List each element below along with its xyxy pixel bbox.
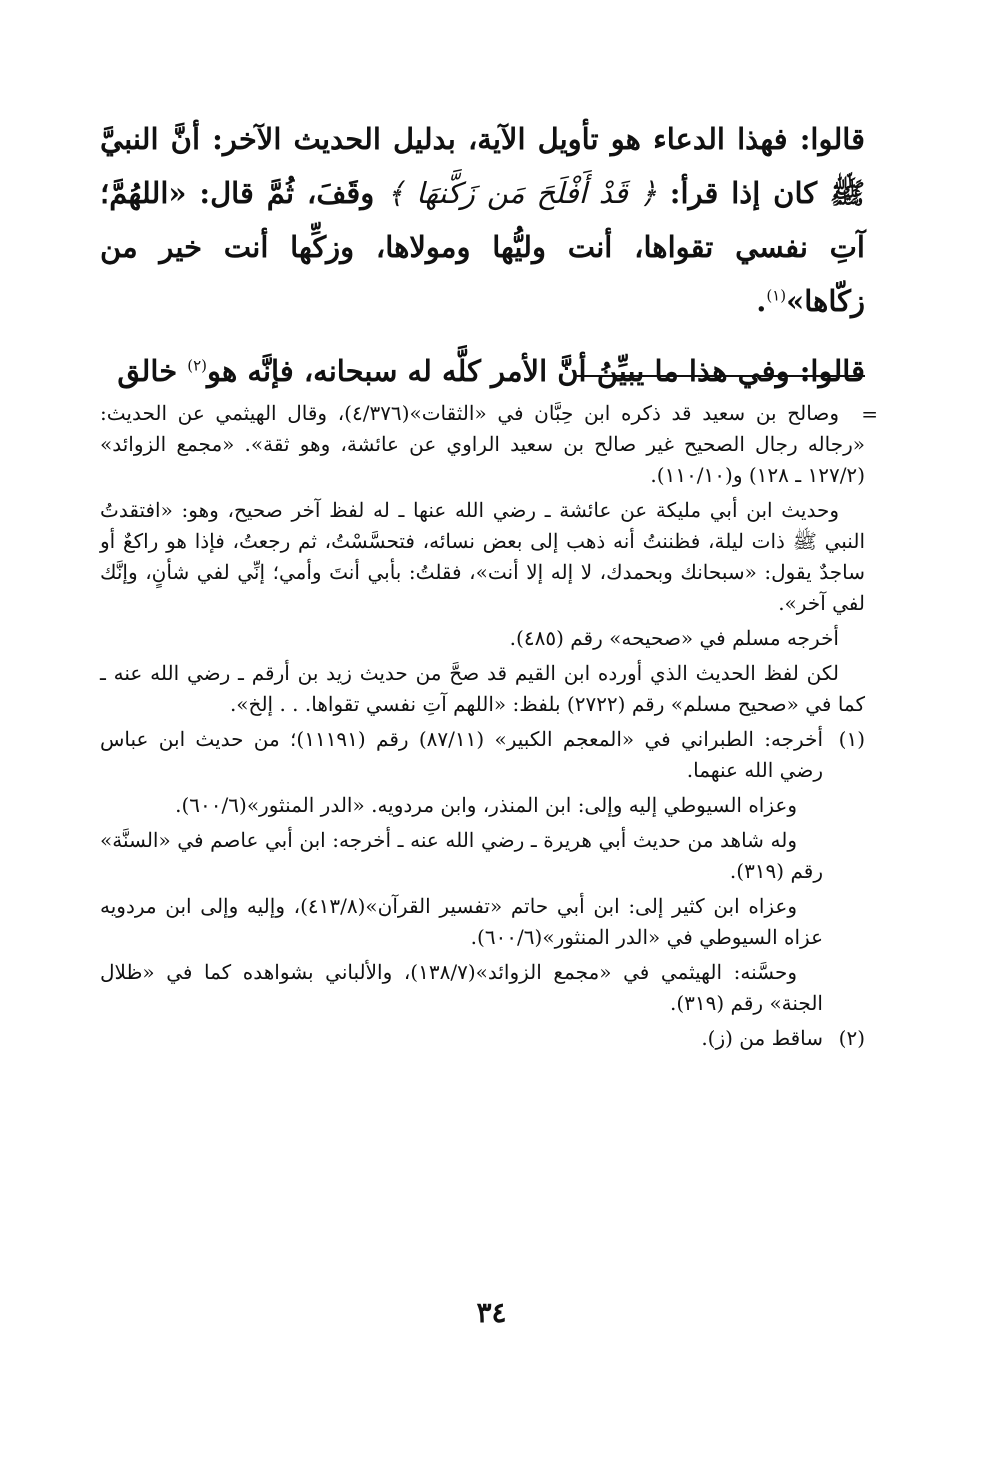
footnote-continuation: وصالح بن سعيد قد ذكره ابن حِبَّان في «الثقات»(٤/٣٧٦)، وقال الهيثمي عن الحديث: «رجاله رجال الصحيح غير صالح بن سعيد الراوي عن عائشة، وهو ثقة». «مجمع الزوائد» (١٢٧/٢ ـ ١٢٨) و(١١٠/١٠). [100,401,866,487]
main-text [100,112,865,398]
footnote-paragraph: ساقط من (ز). [701,1026,823,1050]
footnote-paragraph: وحسَّنه: الهيثمي في «مجمع الزوائد»(١٣٨/٧)، والألباني بشواهده كما في «ظلال الجنة» رقم (٣١٩). [100,960,823,1015]
footnote-continuation: أخرجه مسلم في «صحيحه» رقم (٤٨٥). [509,626,839,650]
footnote-continuation: وحديث ابن أبي مليكة عن عائشة ـ رضي الله عنها ـ له لفظ آخر صحيح، وهو: «افتقدتُ النبي ﷺ ذات ليلة، فظننتُ أنه ذهب إلى بعض نسائه، فتحسَّسْتُ، ثم رجعتُ، فإذا هو راكعٌ أو ساجدٌ يقول: «سبحانك وبحمدك، لا إله إلا أنت»، فقلتُ: بأبي أنتَ وأمي؛ إنِّي لفي شأنٍ، وإنَّك لفي آخر». [100,498,865,615]
paragraph-end: . [756,284,767,318]
footnote-1 [100,724,865,1023]
footnote-separator [575,375,865,377]
footnotes [100,398,865,1058]
lead-word: قالوا: [799,122,865,156]
main-paragraph-1 [100,112,865,328]
page-number: ٣٤ [476,1296,507,1329]
main-paragraph-2 [100,344,865,398]
quran-verse: ﴿ قَدْ أَفْلَحَ مَن زَكَّنهَا ﴾ [387,176,657,210]
footnote-paragraph: وعزاه السيوطي إليه وإلى: ابن المنذر، وابن مردويه. «الدر المنثور»(٦٠٠/٦). [175,793,797,817]
footnote-paragraph: أخرجه: الطبراني في «المعجم الكبير» (٨٧/١١) رقم (١١١٩١)؛ من حديث ابن عباس رضي الله عنهما. [100,727,823,782]
footnote-ref-2[interactable]: (٢) [187,356,208,375]
footnote-continuation: لكن لفظ الحديث الذي أورده ابن القيم قد صحَّ من حديث زيد بن أرقم ـ رضي الله عنه ـ كما في «صحيح مسلم» رقم (٢٧٢٢) بلفظ: «اللهم آتِ نفسي تقواها. . . إلخ». [100,661,865,716]
footnote-paragraph: وله شاهد من حديث أبي هريرة ـ رضي الله عنه ـ أخرجه: ابن أبي عاصم في «السنَّة» رقم (٣١٩). [100,828,823,883]
paragraph-text: فهذا الدعاء هو تأويل الآية، بدليل الحديث الآخر: أنَّ النبيَّ ﷺ كان إذا قرأ: [100,122,866,210]
paragraph-text: وفي هذا ما يبيِّنُ أنَّ الأمر كلَّه له سبحانه، فإنَّه هو [207,354,800,388]
lead-word: قالوا: [799,354,865,388]
continuation-mark: = [861,402,878,426]
footnote-ref-1[interactable]: (١) [766,286,787,305]
footnote-body [100,1023,823,1058]
footnote-number: (١) [838,727,865,751]
footnote-2 [100,1023,865,1058]
paragraph-text: خالق [117,354,188,388]
paragraph-text: وقَفَ، ثُمَّ قال: «اللهُمَّ؛ آتِ نفسي تقواها، أنت وليُّها ومولاها، وزكِّها أنت خير من زكّاها» [100,176,865,318]
footnote-body [100,724,823,1023]
footnote-paragraph: وعزاه ابن كثير إلى: ابن أبي حاتم «تفسير القرآن»(٤١٣/٨)، وإليه وإلى ابن مردويه عزاه السيوطي في «الدر المنثور»(٦٠٠/٦). [100,894,823,949]
footnote-number: (٢) [838,1026,865,1050]
